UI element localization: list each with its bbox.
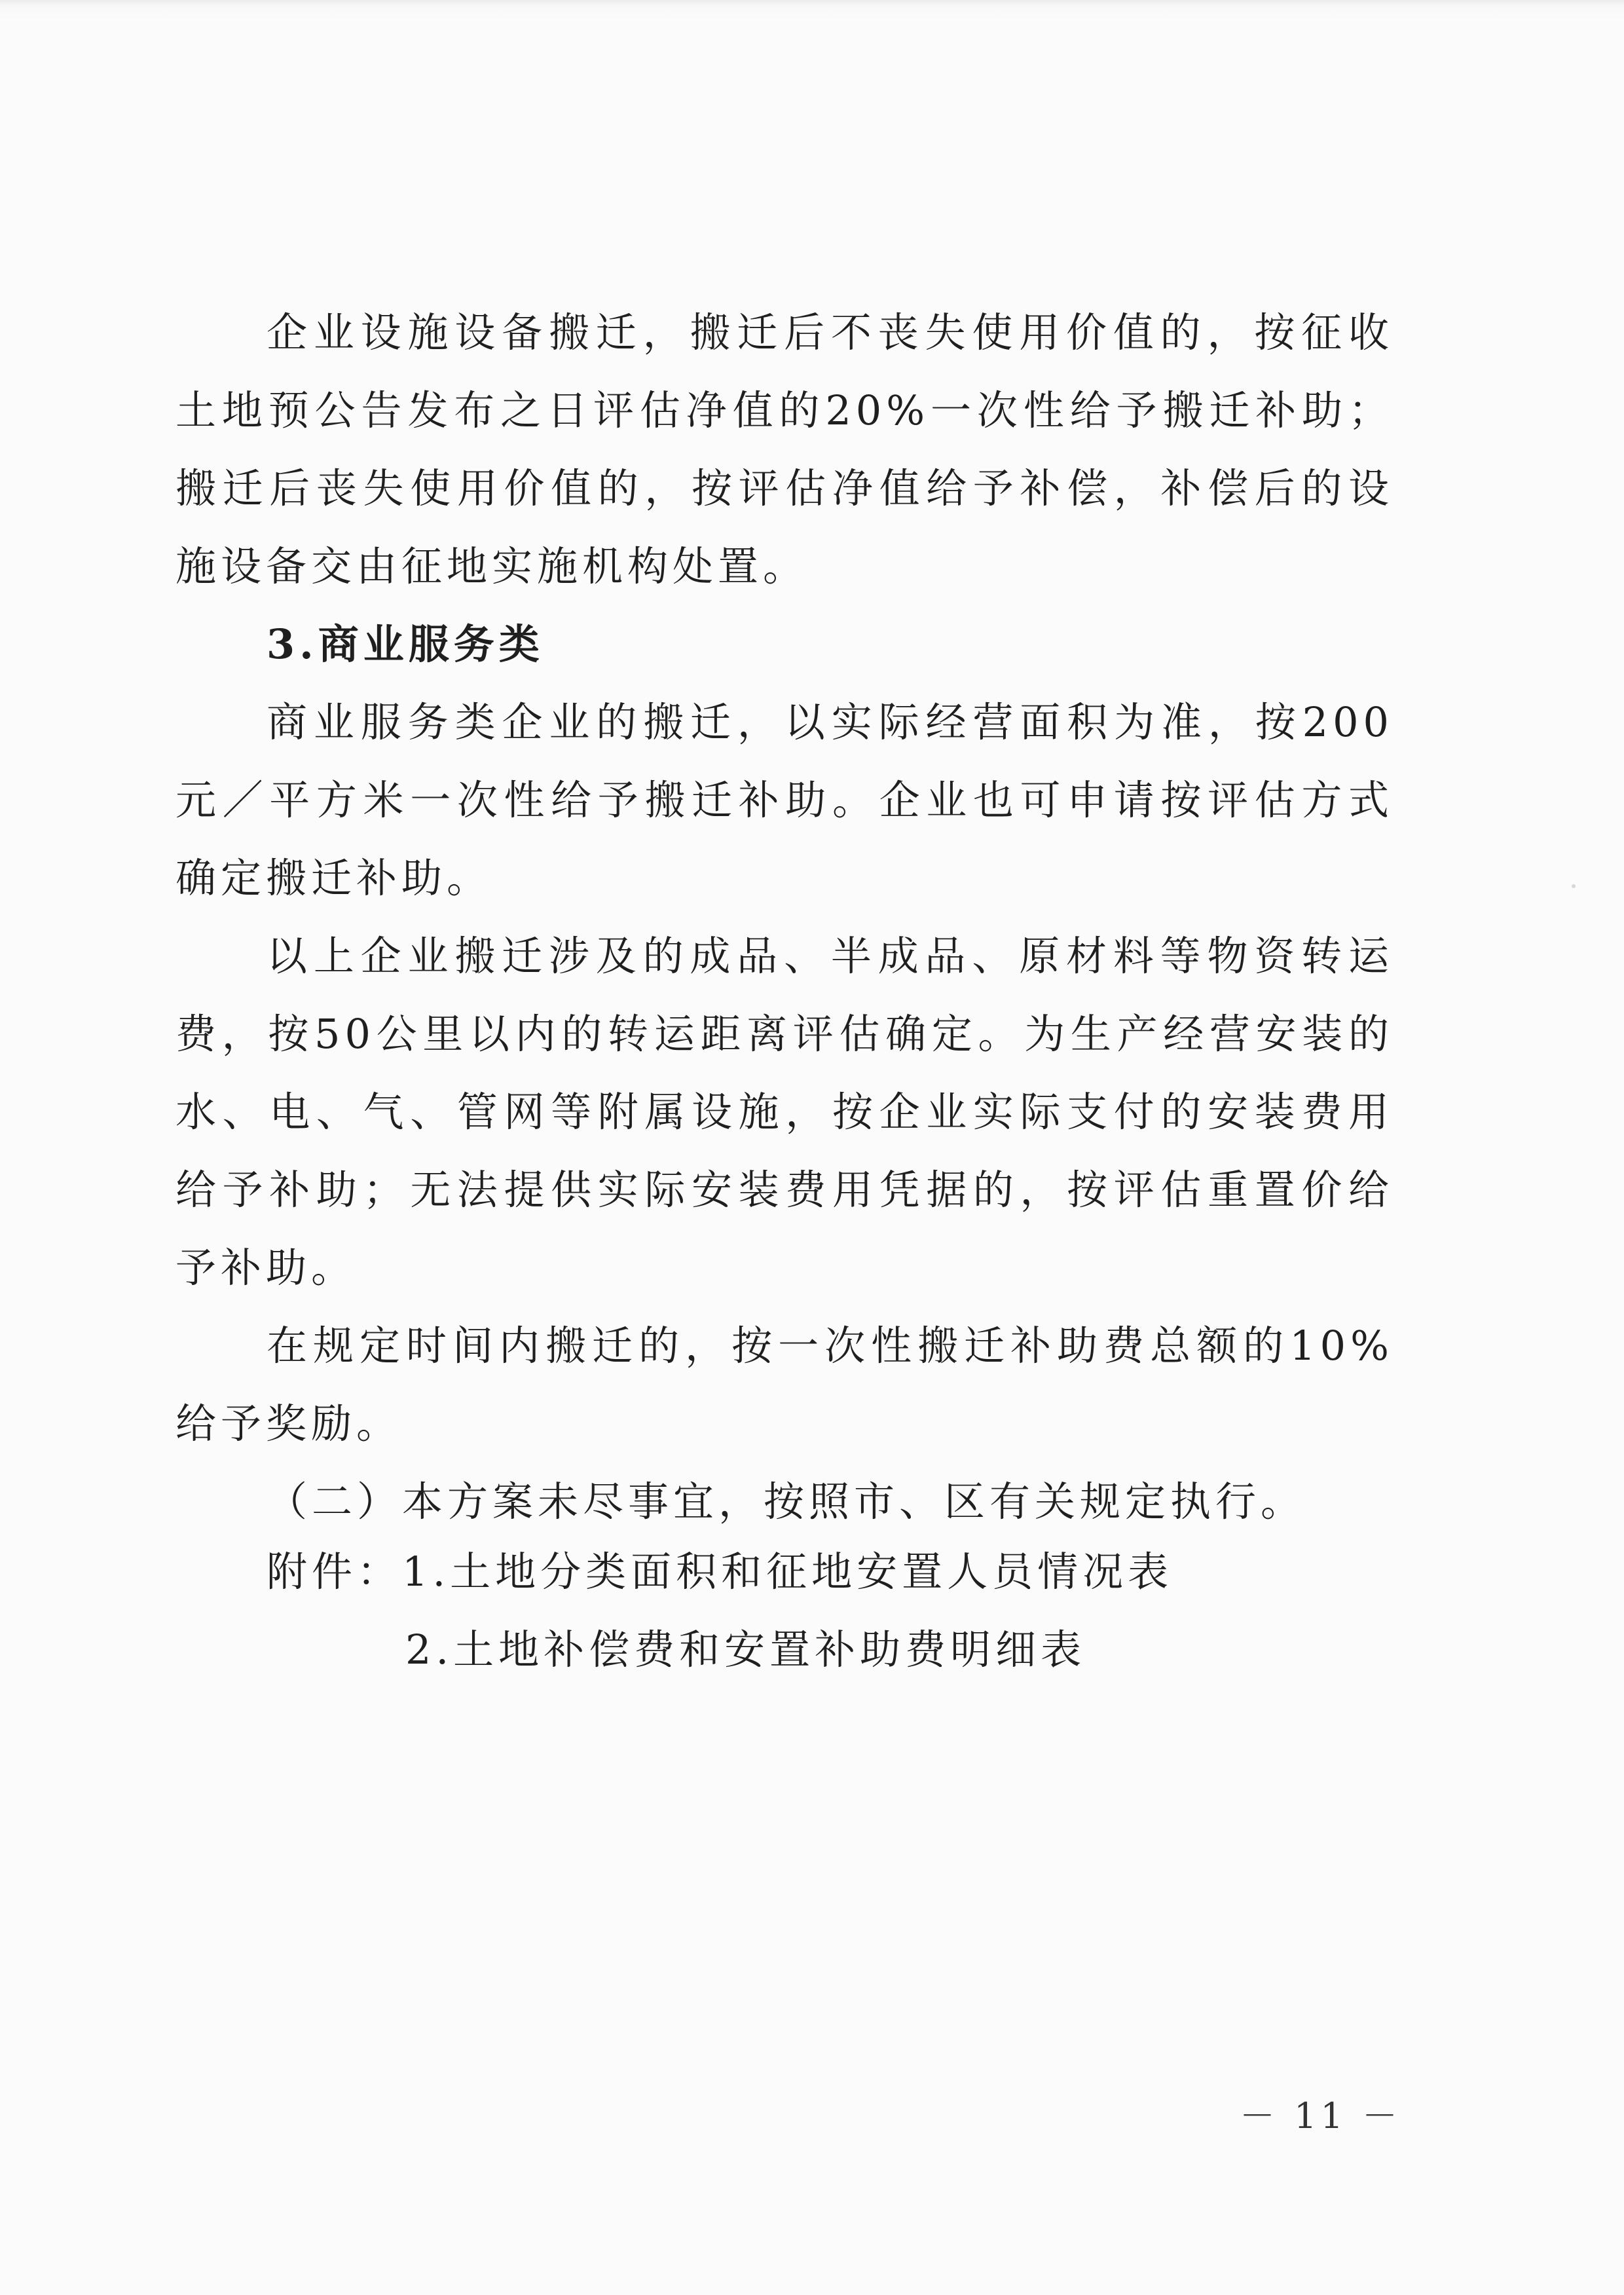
attachments-list [267, 1533, 1173, 1689]
paragraph-other-matters: （二）本方案未尽事宜，按照市、区有关规定执行。 [267, 1478, 1306, 1525]
scan-speck [1572, 884, 1576, 888]
attachment-row-2 [267, 1611, 1173, 1689]
attachment-row-1 [267, 1533, 1173, 1611]
attachment-item-2: 2.土地补偿费和安置补助费明细表 [405, 1626, 1086, 1673]
attachments-label: 附件： [267, 1548, 403, 1595]
paragraph-reward: 在规定时间内搬迁的，按一次性搬迁补助费总额的10%给予奖励。 [175, 1322, 1393, 1447]
heading-commercial-services: 3.商业服务类 [267, 620, 544, 668]
body-text [175, 293, 1393, 1540]
paragraph-commercial-relocation: 商业服务类企业的搬迁，以实际经营面积为准，按200元／平方米一次性给予搬迁补助。企业也可申请按评估方式确定搬迁补助。 [175, 698, 1393, 902]
attachment-item-1: 1.土地分类面积和征地安置人员情况表 [402, 1548, 1173, 1595]
page-number: － 11 － [1239, 2095, 1401, 2136]
paragraph-equipment-relocation: 企业设施设备搬迁，搬迁后不丧失使用价值的，按征收土地预公告发布之日评估净值的20%一次性给予搬迁补助；搬迁后丧失使用价值的，按评估净值给予补偿，补偿后的设施设备交由征地实施机构处置。 [175, 308, 1393, 590]
paragraph-transport-costs: 以上企业搬迁涉及的成品、半成品、原材料等物资转运费，按50公里以内的转运距离评估确定。为生产经营安装的水、电、气、管网等附属设施，按企业实际支付的安装费用给予补助；无法提供实际安装费用凭据的，按评估重置价给予补助。 [175, 932, 1393, 1292]
